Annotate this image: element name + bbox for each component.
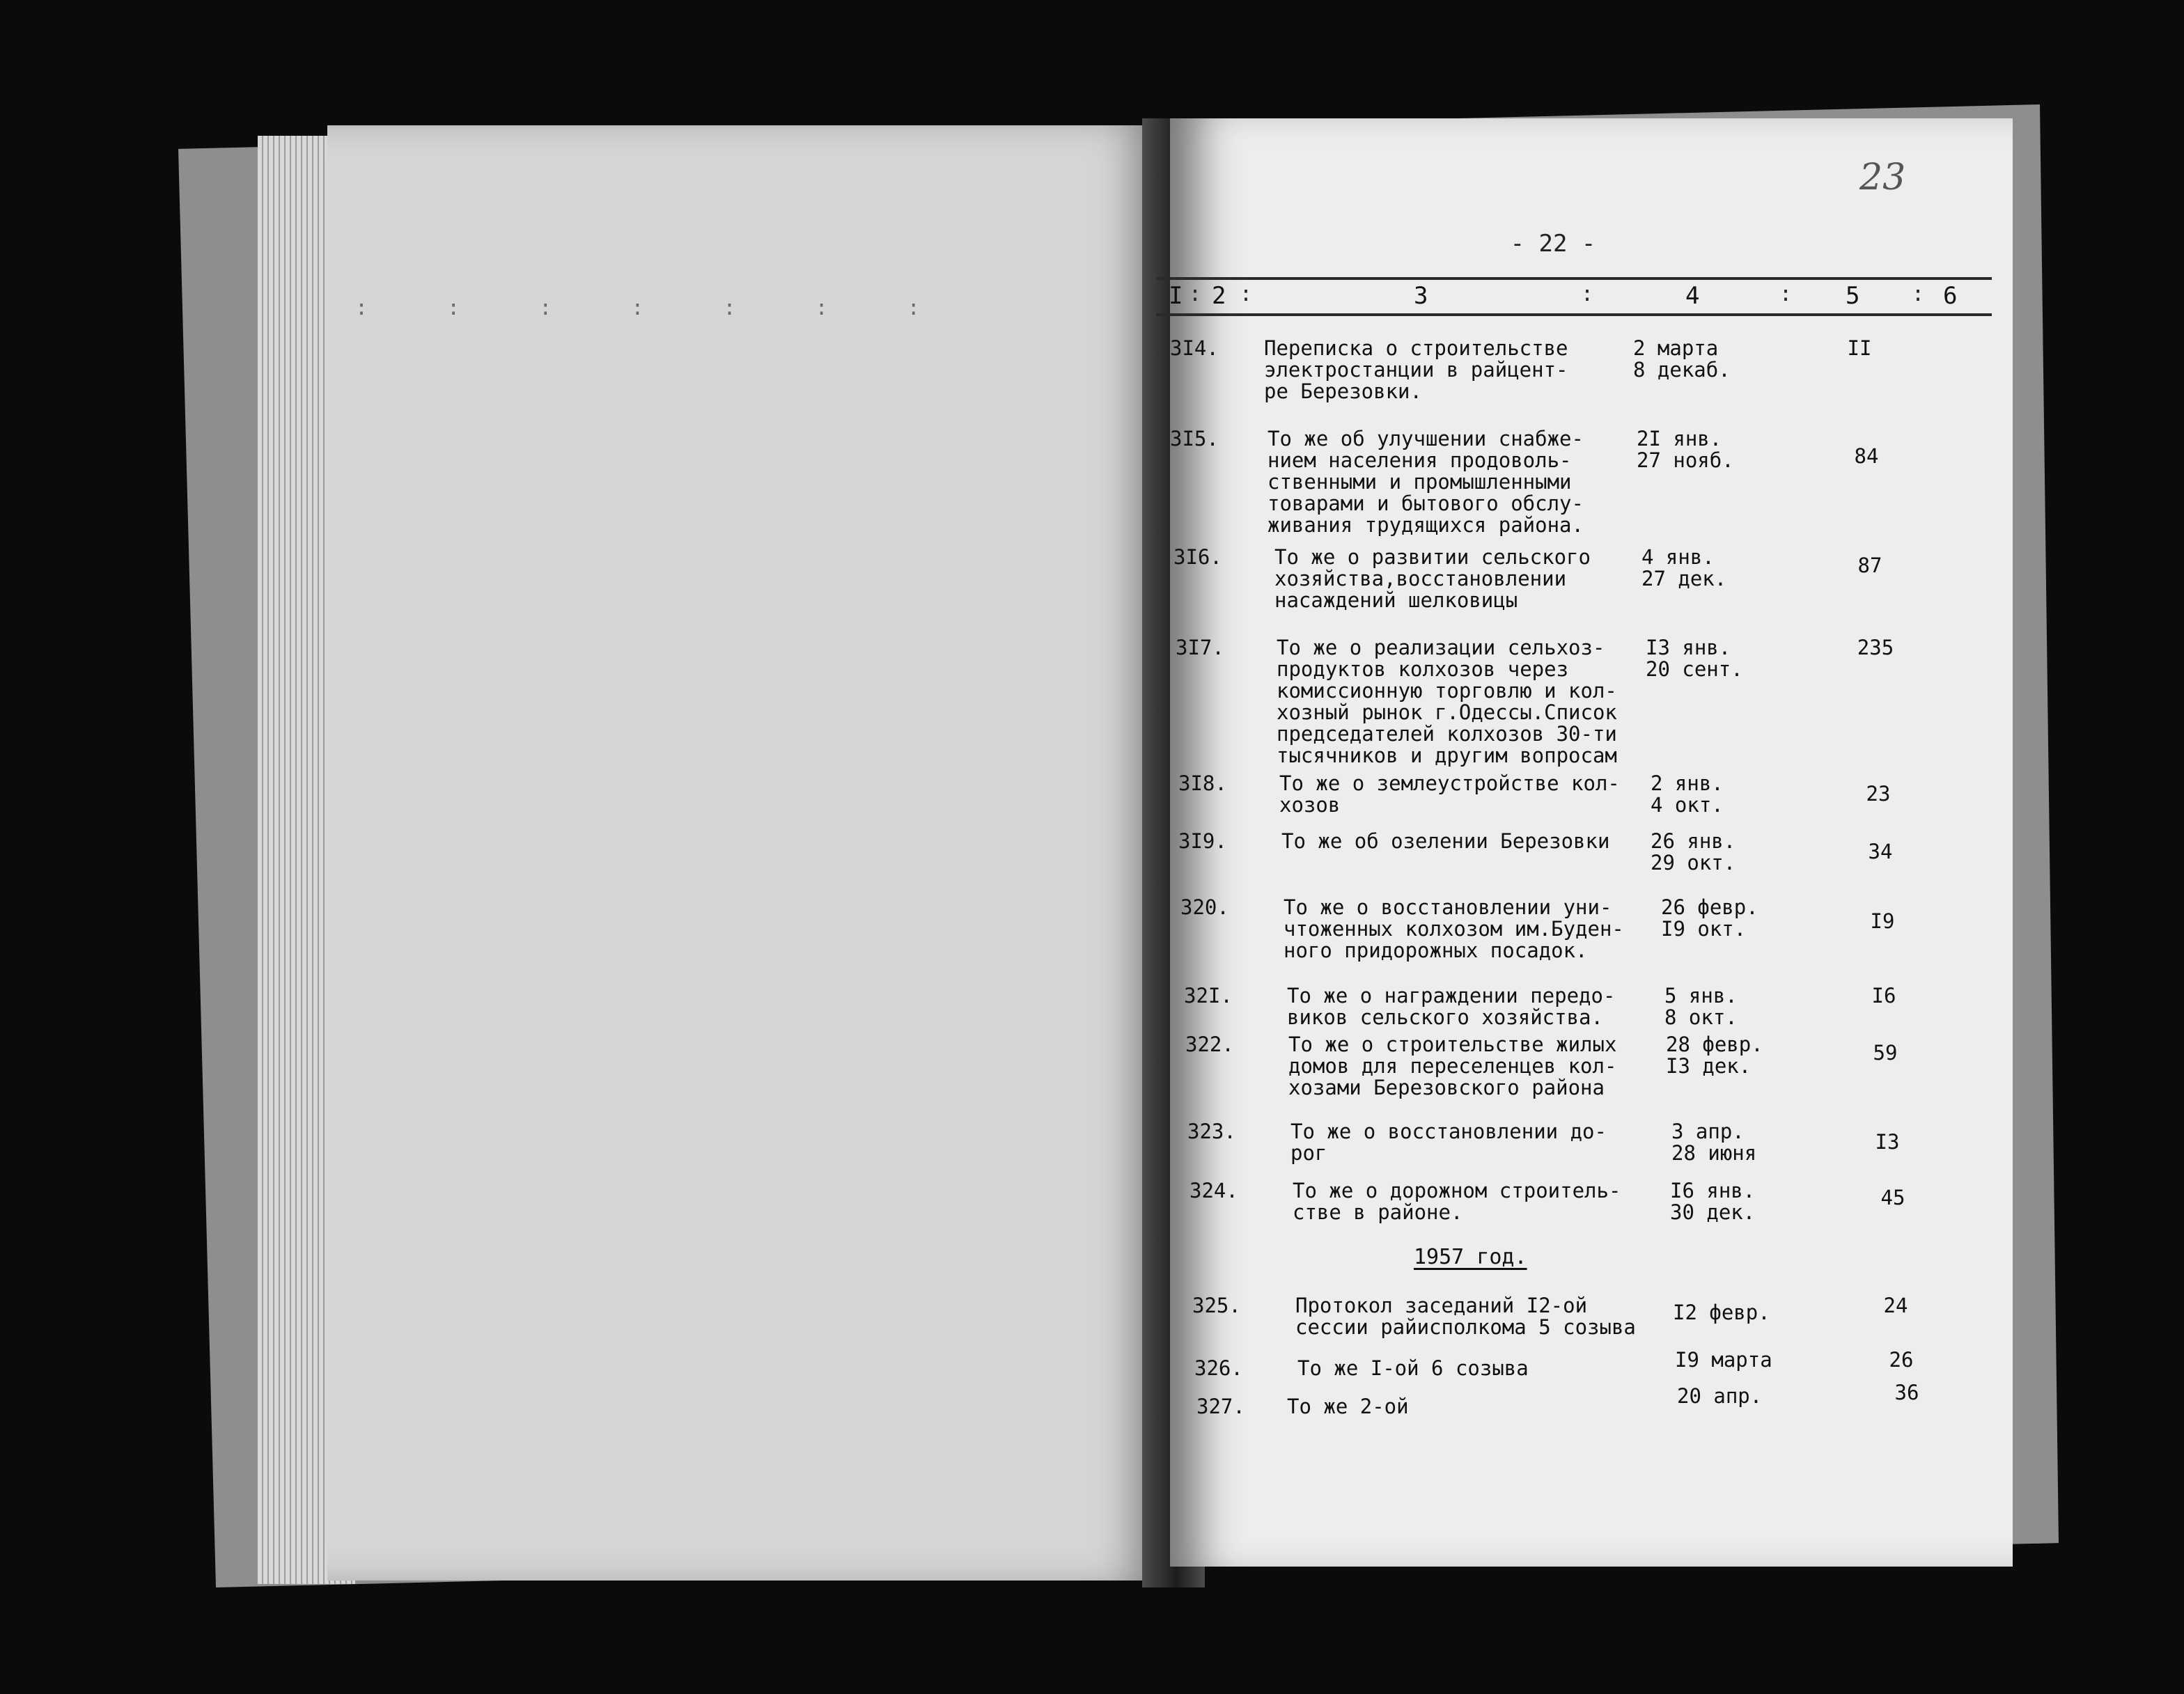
col-separator: : [1581,282,1594,306]
entry-dates: 26 февр. I9 окт. [1661,895,1758,941]
col-header-5: 5 [1846,282,1860,310]
left-page-separators: : : : : : : : [355,296,953,320]
entry-number: 3I4. [1170,336,1219,360]
entry-description: То же о землеустройстве кол- хозов [1279,771,1620,817]
entry-description: То же о восстановлении до- рог [1290,1120,1607,1165]
entry-sheet-count: 24 [1883,1294,1908,1317]
entry-number: 320. [1180,895,1229,919]
folio-number: 23 [1859,157,1906,198]
entry-description: Переписка о строительстве электростанции в райцент- ре Березовки. [1264,336,1568,403]
entry-dates: 5 янв. 8 окт. [1664,984,1738,1029]
entry-description: Протокол заседаний I2-ой сессии райисполкома 5 созыва [1295,1294,1636,1339]
entry-dates: 20 апр. [1677,1384,1763,1408]
entry-number: 326. [1194,1356,1243,1380]
col-separator: : [1912,282,1925,306]
entry-description: То же об улучшении снабже- нием населения продоволь- ственными и промышленными товарами и бытового обслу- живания трудящихся района. [1268,427,1584,537]
entry-number: 3I6. [1173,545,1222,569]
entry-sheet-count: 84 [1854,444,1879,468]
entry-number: 322. [1185,1033,1234,1056]
header-rule-top [1156,277,1992,280]
col-header-2: 2 [1212,282,1226,310]
entry-sheet-count: 235 [1857,636,1894,659]
entry-dates: I9 марта [1675,1348,1772,1372]
entry-description: То же о развитии сельского хозяйства,восстановлении насаждений шелковицы [1274,545,1591,612]
col-header-4: 4 [1685,282,1700,310]
header-rule-bottom [1156,313,1992,316]
col-separator: : [1779,282,1793,306]
entry-dates: 26 янв. 29 окт. [1651,829,1736,875]
entry-number: 3I7. [1176,636,1224,659]
entry-number: 327. [1196,1395,1245,1418]
entry-sheet-count: II [1847,336,1872,360]
entry-description: То же о награждении передо- виков сельского хозяйства. [1287,984,1616,1029]
entry-sheet-count: I6 [1871,984,1896,1007]
entry-description: То же 2-ой [1287,1395,1409,1418]
entry-number: 323. [1187,1120,1236,1143]
entry-number: 324. [1190,1179,1238,1202]
entry-dates: 2 янв. 4 окт. [1651,771,1724,817]
entry-dates: 2I янв. 27 нояб. [1637,427,1734,472]
entry-sheet-count: 34 [1868,840,1893,863]
entry-description: То же I-ой 6 созыва [1297,1356,1529,1380]
column-header-row [1156,282,1992,310]
entry-dates: I2 февр. [1673,1301,1770,1324]
entry-dates: 2 марта 8 декаб. [1633,336,1731,382]
entry-sheet-count: 26 [1889,1348,1914,1372]
entry-dates: I3 янв. 20 сент. [1646,636,1743,681]
col-header-1: I [1169,282,1183,310]
entry-sheet-count: 45 [1880,1186,1905,1209]
entry-sheet-count: 36 [1894,1381,1919,1404]
entry-description: То же о реализации сельхоз- продуктов колхозов через комиссионную торговлю и кол- хозный рынок г.Одессы.Список председателей колхозов 30-ти тысячников и другим вопросам [1277,636,1617,767]
col-separator: : [1240,282,1253,306]
entry-description: То же о восстановлении уни- чтоженных колхозом им.Буден- ного придорожных посадок. [1284,895,1624,962]
col-header-3: 3 [1414,282,1428,310]
entry-sheet-count: 23 [1866,782,1891,806]
entry-sheet-count: I3 [1875,1130,1900,1154]
left-page-blank [327,125,1163,1581]
entry-number: 32I. [1184,984,1233,1007]
entry-sheet-count: 87 [1857,554,1882,577]
entry-number: 3I5. [1170,427,1219,450]
entry-sheet-count: 59 [1873,1041,1898,1065]
entry-dates: 4 янв. 27 дек. [1641,545,1727,590]
col-header-6: 6 [1943,282,1958,310]
entry-number: 325. [1192,1294,1241,1317]
entry-dates: 3 апр. 28 июня [1671,1120,1757,1165]
entry-number: 3I9. [1178,829,1227,853]
year-heading: 1957 год. [1414,1245,1527,1269]
entry-description: То же об озелении Березовки [1281,829,1610,853]
entry-description: То же о дорожном строитель- стве в районе. [1293,1179,1621,1224]
entry-dates: I6 янв. 30 дек. [1670,1179,1756,1224]
col-separator: : [1189,282,1202,306]
entry-dates: 28 февр. I3 дек. [1666,1033,1763,1078]
entry-sheet-count: I9 [1870,909,1895,933]
entry-description: То же о строительстве жилых домов для переселенцев кол- хозами Березовского района [1288,1033,1617,1099]
page-number: - 22 - [1510,230,1596,258]
entry-number: 3I8. [1178,771,1227,795]
